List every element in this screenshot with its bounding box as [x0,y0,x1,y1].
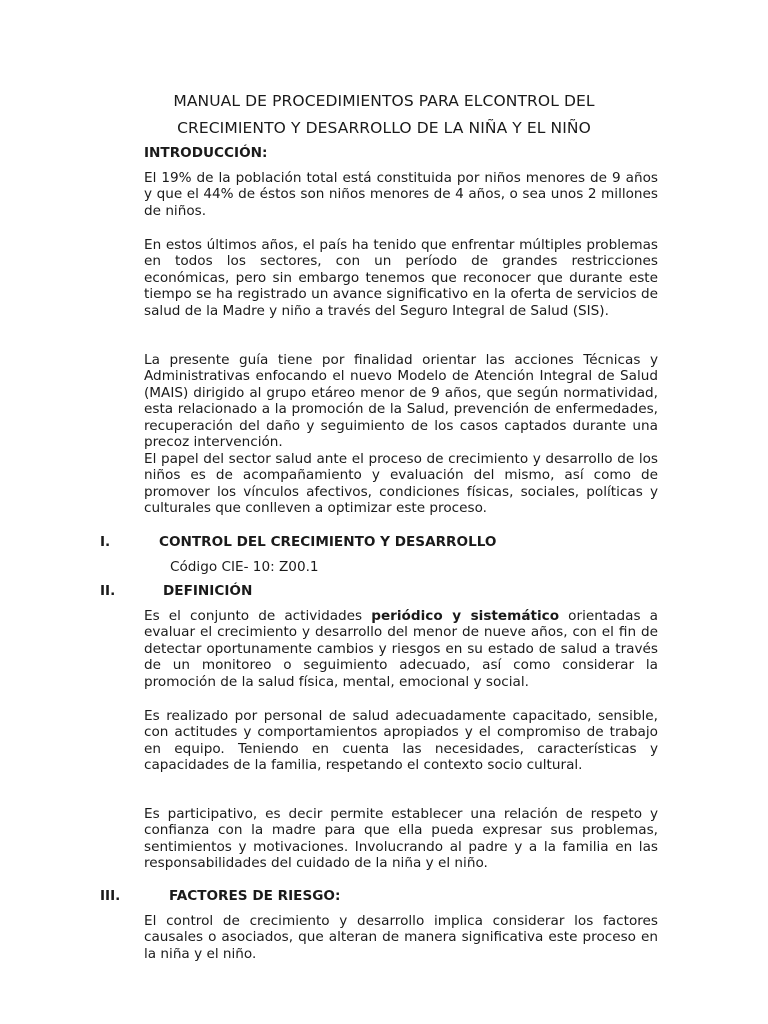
risk-factors-paragraph: El control de crecimiento y desarrollo implica considerar los factores causales o asociados, que alteran de manera significativa este proceso en la niña y el niño. [144,913,658,962]
document-title-line-2: CRECIMIENTO Y DESARROLLO DE LA NIÑA Y EL NIÑO [177,119,591,137]
section-3-title: FACTORES DE RIESGO: [169,888,341,904]
definition-text-end: orientadas a evaluar el crecimiento y desarrollo del menor de nueve años, con el fin de detectar oportunamente cambios y riesgos en su estado de salud a través de un monitoreo o seguimiento adecuado, así como considerar la promoción de la salud física, mental, emocional y social. [144,608,658,690]
document-title-line-1: MANUAL DE PROCEDIMIENTOS PARA ELCONTROL DEL [173,92,595,110]
intro-paragraph-4: El papel del sector salud ante el proceso de crecimiento y desarrollo de los niños es de acompañamiento y evaluación del mismo, así como de promover los vínculos afectivos, condiciones físicas, sociales, políticas y culturales que conlleven a optimizar este proceso. [144,451,658,517]
introduction-heading: INTRODUCCIÓN: [144,145,268,161]
intro-paragraph-2: En estos últimos años, el país ha tenido que enfrentar múltiples problemas en todos los sectores, con un período de grandes restricciones económicas, pero sin embargo tenemos que reconocer que durante este tiempo se ha registrado un avance significativo en la oferta de servicios de salud de la Madre y niño a través del Seguro Integral de Salud (SIS). [144,237,658,319]
definition-text-start: Es el conjunto de actividades [144,608,372,624]
section-3-number: III. [100,888,121,904]
section-2-number: II. [100,583,116,599]
intro-paragraph-3: La presente guía tiene por finalidad orientar las acciones Técnicas y Administrativas enfocando el nuevo Modelo de Atención Integral de Salud (MAIS) dirigido al grupo etáreo menor de 9 años, que según normatividad, esta relacionado a la promoción de la Salud, prevención de enfermedades, recuperación del daño y seguimiento de los casos captados durante una precoz intervención. [144,352,658,451]
definition-emphasis: periódico y sistemático [371,608,560,624]
intro-paragraph-1: El 19% de la población total está constituida por niños menores de 9 años y que el 44% de éstos son niños menores de 4 años, o sea unos 2 millones de niños. [144,170,658,219]
diagnosis-code: Código CIE- 10: Z00.1 [170,559,319,575]
section-1-title: CONTROL DEL CRECIMIENTO Y DESARROLLO [159,534,497,550]
section-2-title: DEFINICIÓN [163,583,253,599]
section-1-number: I. [100,534,111,550]
definition-paragraph-3: Es participativo, es decir permite establecer una relación de respeto y confianza con la madre para que ella pueda expresar sus problemas, sentimientos y motivaciones. Involucrando al padre y a la familia en las responsabilidades del cuidado de la niña y el niño. [144,806,658,872]
definition-paragraph-1 [144,608,658,690]
definition-paragraph-2: Es realizado por personal de salud adecuadamente capacitado, sensible, con actitudes y comportamientos apropiados y el compromiso de trabajo en equipo. Teniendo en cuenta las necesidades, características y capacidades de la familia, respetando el contexto socio cultural. [144,708,658,774]
